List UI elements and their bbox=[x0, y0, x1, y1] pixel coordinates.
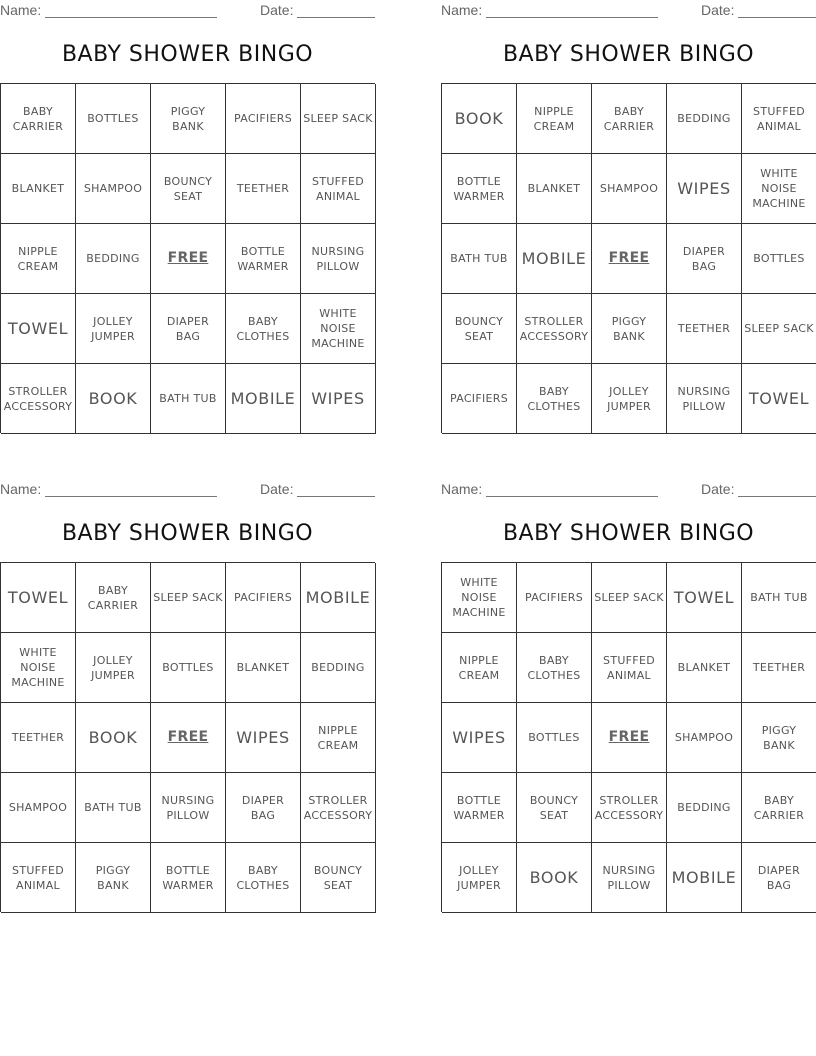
date-label: Date: bbox=[701, 481, 735, 497]
bingo-grid bbox=[0, 83, 375, 433]
name-date-row bbox=[441, 2, 816, 20]
bingo-cell[interactable]: BABY CLOTHES bbox=[226, 843, 301, 913]
card-title: BABY SHOWER BINGO bbox=[502, 42, 755, 67]
bingo-cell[interactable]: TOWEL bbox=[1, 563, 76, 633]
bingo-cell[interactable]: PIGGY BANK bbox=[742, 703, 816, 773]
bingo-cell[interactable]: BOTTLE WARMER bbox=[151, 843, 226, 913]
bingo-cell[interactable]: STROLLER ACCESSORY bbox=[517, 294, 592, 364]
bingo-card bbox=[441, 479, 816, 911]
bingo-grid bbox=[441, 562, 816, 912]
bingo-cell[interactable]: DIAPER BAG bbox=[667, 224, 742, 294]
date-field[interactable] bbox=[738, 496, 816, 497]
bingo-cell[interactable]: MOBILE bbox=[226, 364, 301, 434]
bingo-cell[interactable]: BABY CLOTHES bbox=[517, 633, 592, 703]
name-date-row bbox=[0, 481, 375, 499]
bingo-cell[interactable]: SHAMPOO bbox=[1, 773, 76, 843]
bingo-cell[interactable]: SLEEP SACK bbox=[592, 563, 667, 633]
bingo-cell[interactable]: JOLLEY JUMPER bbox=[76, 294, 151, 364]
bingo-cell[interactable]: BABY CARRIER bbox=[592, 84, 667, 154]
bingo-grid bbox=[441, 83, 816, 433]
bingo-cell[interactable]: TOWEL bbox=[1, 294, 76, 364]
bingo-cell[interactable]: BOTTLES bbox=[742, 224, 816, 294]
date-field[interactable] bbox=[297, 496, 375, 497]
bingo-cell[interactable]: WHITE NOISE MACHINE bbox=[442, 563, 517, 633]
bingo-cell[interactable]: BLANKET bbox=[1, 154, 76, 224]
free-space[interactable]: FREE bbox=[151, 224, 226, 294]
bingo-cell[interactable]: NURSING PILLOW bbox=[667, 364, 742, 434]
name-field[interactable] bbox=[45, 496, 217, 497]
card-title: BABY SHOWER BINGO bbox=[502, 521, 755, 546]
bingo-cell[interactable]: BOUNCY SEAT bbox=[517, 773, 592, 843]
bingo-cell[interactable]: BOTTLE WARMER bbox=[442, 154, 517, 224]
bingo-cell[interactable]: BOTTLE WARMER bbox=[226, 224, 301, 294]
bingo-cell[interactable]: DIAPER BAG bbox=[226, 773, 301, 843]
bingo-cell[interactable]: TOWEL bbox=[667, 563, 742, 633]
bingo-cell[interactable]: MOBILE bbox=[667, 843, 742, 913]
bingo-card bbox=[441, 0, 816, 432]
date-label: Date: bbox=[260, 481, 294, 497]
bingo-cell[interactable]: BABY CLOTHES bbox=[517, 364, 592, 434]
bingo-cell[interactable]: PIGGY BANK bbox=[76, 843, 151, 913]
bingo-cell[interactable]: WHITE NOISE MACHINE bbox=[1, 633, 76, 703]
bingo-cell[interactable]: BLANKET bbox=[226, 633, 301, 703]
bingo-cell[interactable]: SLEEP SACK bbox=[151, 563, 226, 633]
bingo-cell[interactable]: TEETHER bbox=[667, 294, 742, 364]
bingo-cell[interactable]: NIPPLE CREAM bbox=[517, 84, 592, 154]
bingo-cell[interactable]: JOLLEY JUMPER bbox=[442, 843, 517, 913]
free-space[interactable]: FREE bbox=[592, 224, 667, 294]
card-title: BABY SHOWER BINGO bbox=[61, 42, 314, 67]
bingo-cell[interactable]: STROLLER ACCESSORY bbox=[592, 773, 667, 843]
name-label: Name: bbox=[441, 2, 483, 18]
bingo-cell[interactable]: BABY CLOTHES bbox=[226, 294, 301, 364]
bingo-cell[interactable]: NIPPLE CREAM bbox=[1, 224, 76, 294]
bingo-cell[interactable]: MOBILE bbox=[517, 224, 592, 294]
bingo-cell[interactable]: SLEEP SACK bbox=[742, 294, 816, 364]
bingo-cell[interactable]: NURSING PILLOW bbox=[301, 224, 376, 294]
bingo-cell[interactable]: SHAMPOO bbox=[76, 154, 151, 224]
bingo-cell[interactable]: BABY CARRIER bbox=[76, 563, 151, 633]
bingo-cell[interactable]: BOOK bbox=[442, 84, 517, 154]
bingo-cell[interactable]: BABY CARRIER bbox=[742, 773, 816, 843]
bingo-cell[interactable]: SHAMPOO bbox=[667, 703, 742, 773]
bingo-cell[interactable]: WIPES bbox=[226, 703, 301, 773]
name-label: Name: bbox=[441, 481, 483, 497]
bingo-cell[interactable]: PIGGY BANK bbox=[151, 84, 226, 154]
bingo-cell[interactable]: WIPES bbox=[667, 154, 742, 224]
date-field[interactable] bbox=[738, 17, 816, 18]
card-title: BABY SHOWER BINGO bbox=[61, 521, 314, 546]
name-label: Name: bbox=[0, 2, 42, 18]
bingo-cell[interactable]: BOUNCY SEAT bbox=[442, 294, 517, 364]
bingo-cell[interactable]: STUFFED ANIMAL bbox=[592, 633, 667, 703]
date-field[interactable] bbox=[297, 17, 375, 18]
bingo-cell[interactable]: PACIFIERS bbox=[226, 84, 301, 154]
bingo-cell[interactable]: BOTTLE WARMER bbox=[442, 773, 517, 843]
date-label: Date: bbox=[701, 2, 735, 18]
bingo-cell[interactable]: NIPPLE CREAM bbox=[301, 703, 376, 773]
bingo-cell[interactable]: BOOK bbox=[517, 843, 592, 913]
bingo-cell[interactable]: BOOK bbox=[76, 703, 151, 773]
name-field[interactable] bbox=[486, 496, 658, 497]
bingo-cell[interactable]: BEDDING bbox=[76, 224, 151, 294]
bingo-cell[interactable]: DIAPER BAG bbox=[742, 843, 816, 913]
bingo-cell[interactable]: MOBILE bbox=[301, 563, 376, 633]
bingo-cell[interactable]: BATH TUB bbox=[151, 364, 226, 434]
bingo-card bbox=[0, 0, 375, 432]
bingo-cell[interactable]: PACIFIERS bbox=[517, 563, 592, 633]
bingo-cell[interactable]: BATH TUB bbox=[76, 773, 151, 843]
bingo-cell[interactable]: BLANKET bbox=[667, 633, 742, 703]
bingo-cell[interactable]: NURSING PILLOW bbox=[151, 773, 226, 843]
bingo-cell[interactable]: BATH TUB bbox=[742, 563, 816, 633]
name-date-row bbox=[441, 481, 816, 499]
bingo-cell[interactable]: BABY CARRIER bbox=[1, 84, 76, 154]
bingo-cell[interactable]: JOLLEY JUMPER bbox=[76, 633, 151, 703]
name-label: Name: bbox=[0, 481, 42, 497]
bingo-cell[interactable]: STUFFED ANIMAL bbox=[1, 843, 76, 913]
bingo-cell[interactable]: TEETHER bbox=[1, 703, 76, 773]
bingo-card bbox=[0, 479, 375, 911]
bingo-cell[interactable]: BOTTLES bbox=[151, 633, 226, 703]
free-space[interactable]: FREE bbox=[151, 703, 226, 773]
bingo-grid bbox=[0, 562, 375, 912]
bingo-cell[interactable]: BEDDING bbox=[301, 633, 376, 703]
bingo-cell[interactable]: STROLLER ACCESSORY bbox=[1, 364, 76, 434]
bingo-cell[interactable]: BOTTLES bbox=[76, 84, 151, 154]
bingo-cell[interactable]: DIAPER BAG bbox=[151, 294, 226, 364]
bingo-cell[interactable]: WIPES bbox=[442, 703, 517, 773]
bingo-cell[interactable]: BEDDING bbox=[667, 773, 742, 843]
bingo-cell[interactable]: SHAMPOO bbox=[592, 154, 667, 224]
bingo-cell[interactable]: NURSING PILLOW bbox=[592, 843, 667, 913]
name-field[interactable] bbox=[486, 17, 658, 18]
bingo-cell[interactable]: BEDDING bbox=[667, 84, 742, 154]
bingo-cell[interactable]: TEETHER bbox=[226, 154, 301, 224]
bingo-cell[interactable]: PIGGY BANK bbox=[592, 294, 667, 364]
free-space[interactable]: FREE bbox=[592, 703, 667, 773]
date-label: Date: bbox=[260, 2, 294, 18]
bingo-cell[interactable]: BLANKET bbox=[517, 154, 592, 224]
bingo-cell[interactable]: BOUNCY SEAT bbox=[151, 154, 226, 224]
bingo-cell[interactable]: TOWEL bbox=[742, 364, 816, 434]
bingo-cell[interactable]: NIPPLE CREAM bbox=[442, 633, 517, 703]
bingo-cell[interactable]: PACIFIERS bbox=[226, 563, 301, 633]
bingo-cell[interactable]: WHITE NOISE MACHINE bbox=[742, 154, 816, 224]
bingo-cell[interactable]: WIPES bbox=[301, 364, 376, 434]
bingo-cell[interactable]: BOUNCY SEAT bbox=[301, 843, 376, 913]
name-field[interactable] bbox=[45, 17, 217, 18]
bingo-cell[interactable]: TEETHER bbox=[742, 633, 816, 703]
bingo-cell[interactable]: STUFFED ANIMAL bbox=[301, 154, 376, 224]
bingo-cell[interactable]: WHITE NOISE MACHINE bbox=[301, 294, 376, 364]
bingo-cell[interactable]: BOOK bbox=[76, 364, 151, 434]
bingo-cell[interactable]: BATH TUB bbox=[442, 224, 517, 294]
name-date-row bbox=[0, 2, 375, 20]
bingo-cell[interactable]: STROLLER ACCESSORY bbox=[301, 773, 376, 843]
bingo-cell[interactable]: SLEEP SACK bbox=[301, 84, 376, 154]
bingo-cell[interactable]: BOTTLES bbox=[517, 703, 592, 773]
bingo-cell[interactable]: JOLLEY JUMPER bbox=[592, 364, 667, 434]
bingo-cell[interactable]: PACIFIERS bbox=[442, 364, 517, 434]
bingo-cell[interactable]: STUFFED ANIMAL bbox=[742, 84, 816, 154]
